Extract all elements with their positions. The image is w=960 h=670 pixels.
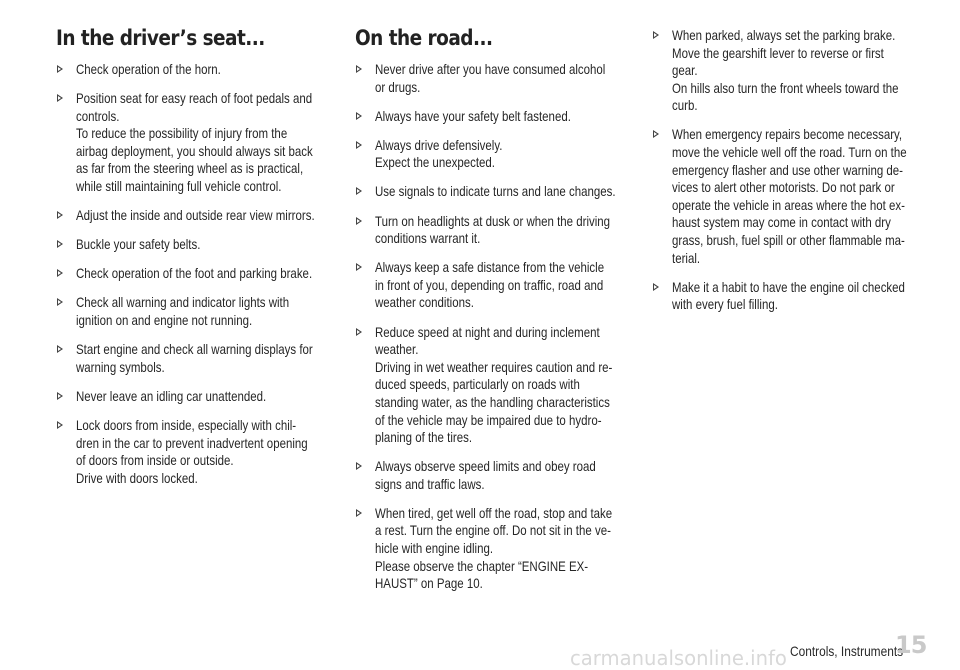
bullet-arrow-icon [356, 263, 362, 271]
item-text-line: On hills also turn the front wheels toward the [672, 79, 899, 96]
item-text-line: Turn on headlights at dusk or when the driving [375, 212, 611, 229]
item-text-line: Never drive after you have consumed alcohol [375, 61, 606, 77]
checklist [355, 61, 645, 604]
list-item [355, 183, 645, 201]
bullet-arrow-icon [57, 94, 63, 102]
list-item [355, 108, 645, 126]
bullet-arrow-icon [57, 240, 63, 248]
list-item [355, 61, 645, 96]
bullet-arrow-icon [57, 211, 63, 219]
list-item [355, 137, 645, 172]
list-item [652, 126, 942, 267]
item-text-line: duced speeds, particularly on roads with [375, 376, 580, 393]
item-text-line: vices to alert other motorists. Do not park or [672, 179, 895, 196]
item-text-line: curb. [672, 97, 698, 114]
watermark-text: carmanualsonline.info [570, 646, 787, 670]
item-text-line: Drive with doors locked. [76, 469, 198, 486]
item-text-line: When tired, get well off the road, stop and take [375, 504, 613, 521]
bullet-arrow-icon [57, 269, 63, 277]
item-text-line: Position seat for easy reach of foot pedals and [76, 90, 313, 107]
item-text-line: Check all warning and indicator lights with [76, 294, 290, 311]
bullet-arrow-icon [356, 328, 362, 336]
list-item [56, 61, 346, 79]
list-item [355, 259, 645, 312]
item-text-line: Never leave an idling car unattended. [76, 387, 267, 404]
item-text-line: Always observe speed limits and obey road [375, 458, 596, 475]
section-heading: On the road... [355, 26, 493, 50]
bullet-arrow-icon [356, 187, 362, 195]
bullet-arrow-icon [356, 462, 362, 470]
list-item [355, 324, 645, 447]
item-text-line: weather conditions. [375, 294, 474, 311]
list-item [652, 27, 942, 115]
item-text-line: airbag deployment, you should always sit back [76, 142, 313, 159]
item-text-line: as far from the steering wheel as is practical, [76, 160, 304, 177]
item-text-line: of the vehicle may be impaired due to hydro- [375, 411, 602, 428]
bullet-arrow-icon [57, 65, 63, 73]
item-text-line: terial. [672, 249, 701, 266]
list-item [56, 388, 346, 406]
item-text-line: a rest. Turn the engine off. Do not sit in the ve- [375, 522, 611, 539]
item-text-line: Buckle your safety belts. [76, 236, 201, 253]
item-text-line: operate the vehicle in areas where the hot ex- [672, 196, 905, 213]
item-text-line: When emergency repairs become necessary, [672, 126, 903, 143]
bullet-arrow-icon [653, 130, 659, 138]
list-item [56, 417, 346, 487]
item-text-line: haust system may come in contact with dry [672, 214, 891, 231]
item-text-line: signs and traffic laws. [375, 475, 485, 492]
item-text-line: with every fuel filling. [672, 296, 778, 313]
bullet-arrow-icon [356, 217, 362, 225]
item-text-line: emergency flasher and use other warning de- [672, 161, 904, 178]
item-text-line: HAUST” on Page 10. [375, 575, 483, 592]
item-text-line: standing water, as the handling characteristics [375, 393, 610, 410]
item-text-line: Start engine and check all warning displays for [76, 341, 313, 358]
item-text-line: Always drive defensively. [375, 136, 503, 153]
item-text-line: Move the gearshift lever to reverse or first [672, 44, 884, 61]
list-item [56, 90, 346, 196]
item-text-line: gear. [672, 62, 698, 79]
checklist [56, 61, 346, 499]
item-text-line: controls. [76, 107, 120, 124]
item-text-line: Always have your safety belt fastened. [375, 107, 571, 124]
section-heading: In the driver’s seat... [56, 26, 265, 50]
item-text-line: grass, brush, fuel spill or other flammable ma- [672, 232, 905, 249]
item-text-line: Check operation of the foot and parking brake. [76, 265, 313, 282]
list-item [355, 458, 645, 493]
item-text-line: Driving in wet weather requires caution and re- [375, 358, 613, 375]
item-text-line: ignition on and engine not running. [76, 312, 253, 329]
item-text-line: in front of you, depending on traffic, road and [375, 276, 604, 293]
footer-section-label: Controls, Instruments [790, 643, 904, 659]
list-item [56, 265, 346, 283]
item-text-line: Use signals to indicate turns and lane changes. [375, 183, 616, 200]
item-text-line: Expect the unexpected. [375, 154, 495, 171]
list-item [56, 294, 346, 329]
item-text-line: Make it a habit to have the engine oil checked [672, 278, 905, 295]
item-text-line: Reduce speed at night and during inclement [375, 323, 600, 340]
item-text-line: Always keep a safe distance from the vehicle [375, 259, 605, 276]
page-number: 15 [895, 631, 927, 659]
item-text-line: of doors from inside or outside. [76, 452, 234, 469]
bullet-arrow-icon [57, 298, 63, 306]
item-text-line: or drugs. [375, 78, 421, 95]
bullet-arrow-icon [653, 283, 659, 291]
list-item [56, 207, 346, 225]
bullet-arrow-icon [653, 31, 659, 39]
item-text-line: Adjust the inside and outside rear view mirrors. [76, 207, 315, 224]
item-text-line: while still maintaining full vehicle control. [76, 178, 282, 195]
bullet-arrow-icon [356, 509, 362, 517]
item-text-line: dren in the car to prevent inadvertent opening [76, 434, 308, 451]
bullet-arrow-icon [356, 65, 362, 73]
list-item [56, 236, 346, 254]
list-item [355, 213, 645, 248]
item-text-line: planing of the tires. [375, 429, 473, 446]
item-text-line: Check operation of the horn. [76, 61, 221, 77]
item-text-line: To reduce the possibility of injury from the [76, 125, 288, 142]
list-item [355, 505, 645, 593]
bullet-arrow-icon [356, 141, 362, 149]
item-text-line: warning symbols. [76, 358, 165, 375]
list-item [56, 341, 346, 376]
bullet-arrow-icon [57, 345, 63, 353]
checklist [652, 27, 942, 325]
bullet-arrow-icon [57, 421, 63, 429]
item-text-line: When parked, always set the parking brake. [672, 27, 896, 43]
list-item [652, 279, 942, 314]
bullet-arrow-icon [356, 112, 362, 120]
item-text-line: move the vehicle well off the road. Turn on the [672, 144, 907, 161]
item-text-line: Please observe the chapter “ENGINE EX- [375, 557, 589, 574]
item-text-line: hicle with engine idling. [375, 540, 494, 557]
item-text-line: weather. [375, 341, 419, 358]
item-text-line: conditions warrant it. [375, 230, 481, 247]
item-text-line: Lock doors from inside, especially with chil- [76, 416, 297, 433]
bullet-arrow-icon [57, 392, 63, 400]
